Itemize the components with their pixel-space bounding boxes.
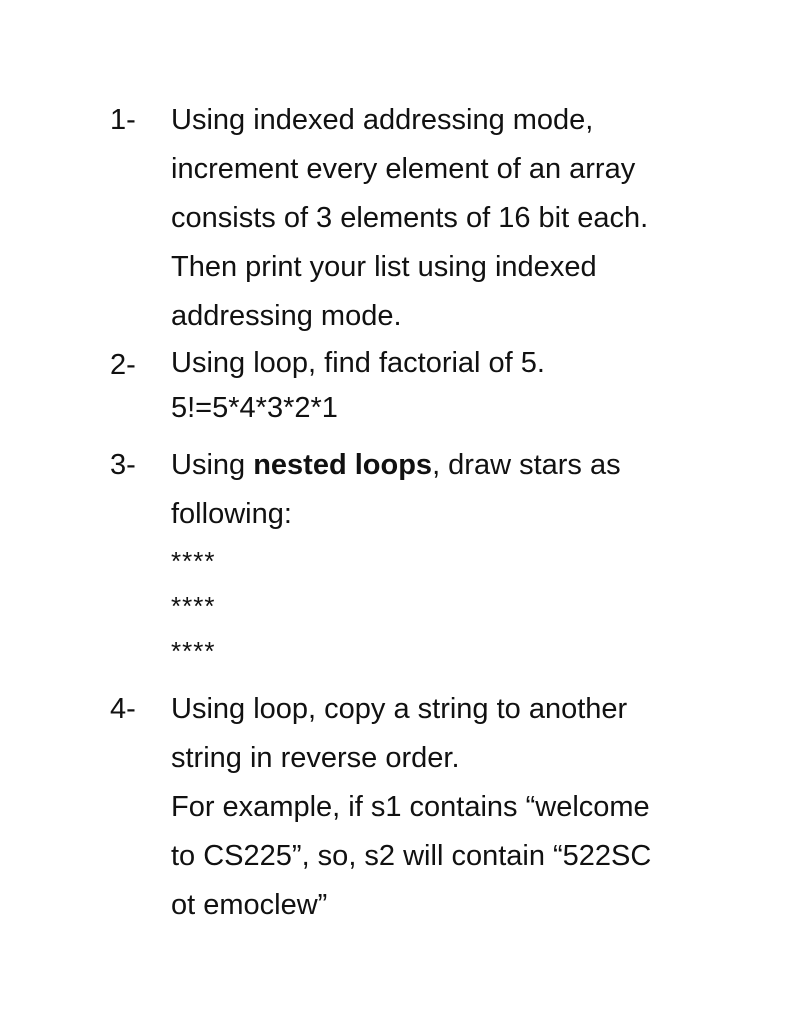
question-1-text (171, 96, 746, 341)
question-3-text (171, 441, 746, 674)
star-row: **** (171, 591, 216, 621)
question-4-text (171, 685, 746, 930)
question-4-line: string in reverse order. (171, 742, 460, 774)
question-1-number: 1- (110, 104, 136, 136)
question-2-number: 2- (110, 349, 136, 381)
question-3-bold-term: nested loops (253, 449, 433, 481)
question-1-line: addressing mode. (171, 300, 402, 332)
question-4-line: to CS225”, so, s2 will contain “522SC (171, 840, 652, 872)
question-4-line: For example, if s1 contains “welcome (171, 791, 650, 823)
question-3-line-prefix: Using (171, 449, 254, 481)
star-row: **** (171, 546, 216, 576)
question-4-line: Using loop, copy a string to another (171, 693, 628, 725)
question-1-line: Then print your list using indexed (171, 251, 597, 283)
question-2-text (171, 341, 746, 431)
question-3-line-suffix: , draw stars as (432, 449, 621, 481)
question-4-line: ot emoclew” (171, 889, 328, 921)
question-2-line: Using loop, find factorial of 5. (171, 347, 545, 379)
question-1-line: increment every element of an array (171, 153, 636, 185)
question-4-number: 4- (110, 693, 136, 725)
question-2-formula: 5!=5*4*3*2*1 (171, 392, 338, 424)
question-1-line: consists of 3 elements of 16 bit each. (171, 202, 649, 234)
question-3-number: 3- (110, 449, 136, 481)
question-1-line: Using indexed addressing mode, (171, 104, 594, 136)
question-3-line: following: (171, 498, 292, 530)
question-3-line (171, 441, 746, 490)
star-row: **** (171, 636, 216, 666)
